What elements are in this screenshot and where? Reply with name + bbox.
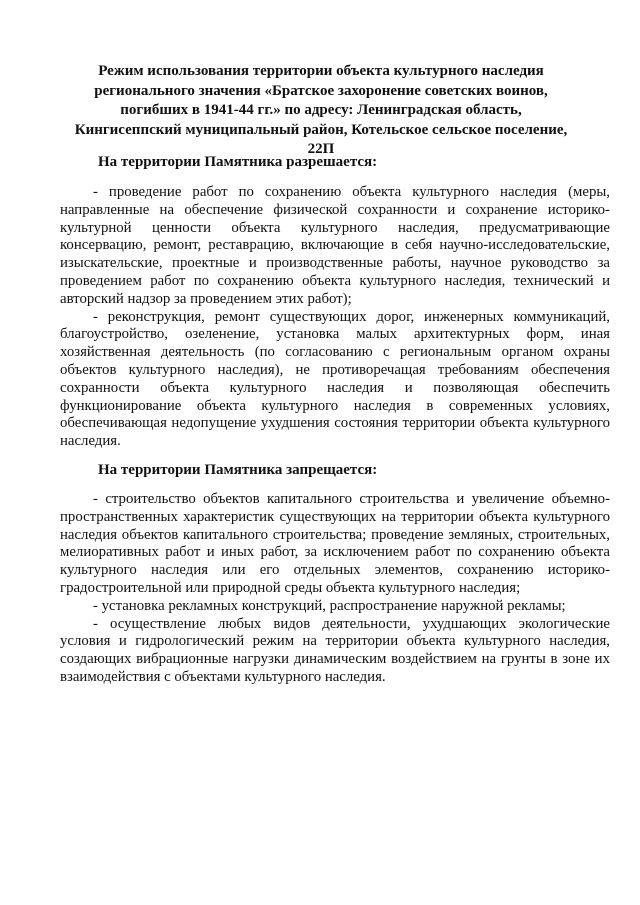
forbidden-heading: На территории Памятника запрещается: (98, 462, 378, 478)
forbidden-item-ecology: - осуществление любых видов деятельности, ухудшающих экологические условия и гидрологический режим на территории объекта культурного наследия, создающих вибрационные нагрузки динамическим воздействием на грунты в зоне их взаимодействия с объектами культурного наследия. (60, 615, 610, 685)
allowed-item-preservation: - проведение работ по сохранению объекта культурного наследия (меры, направленные на обеспечение физической сохранности и сохранение историко-культурной ценности объекта культурного наследия, предусматривающие консервацию, ремонт, реставрацию, включающие в себя научно-исследовательские, изыскательские, проектные и производственные работы, научное руководство за проведением работ по сохранению объекта культурного наследия, технический и авторский надзор за проведением этих работ); (60, 184, 610, 307)
allowed-heading: На территории Памятника разрешается: (98, 154, 378, 170)
document-title: Режим использования территории объекта культурного наследия регионального значения «Братское захоронение советских воинов, погибших в 1941-44 гг.» по адресу: Ленинградская область, Кингисеппский муниципальный район, Котельское сельское поселение, 22П (74, 63, 568, 157)
forbidden-section (60, 491, 610, 687)
allowed-section (60, 184, 610, 451)
forbidden-item-advertising: - установка рекламных конструкций, распространение наружной рекламы; (93, 597, 566, 614)
allowed-item-reconstruction: - реконструкция, ремонт существующих дорог, инженерных коммуникаций, благоустройство, озеленение, установка малых архитектурных форм, иная хозяйственная деятельность (по согласованию с региональным органом охраны объектов культурного наследия), не противоречащая требованиям обеспечения сохранности объекта культурного наследия и позволяющая обеспечить функционирование объекта культурного наследия в современных условиях, обеспечивающая недопущение ухудшения состояния территории объекта культурного наследия. (60, 308, 610, 450)
forbidden-item-construction: - строительство объектов капитального строительства и увеличение объемно-пространственных характеристик существующих на территории объекта культурного наследия объектов капитального строительства; проведение земляных, строительных, мелиоративных работ и иных работ, за исключением работ по сохранению объекта культурного наследия или его отдельных элементов, сохранению историко-градостроительной или природной среды объекта культурного наследия; (60, 491, 610, 596)
